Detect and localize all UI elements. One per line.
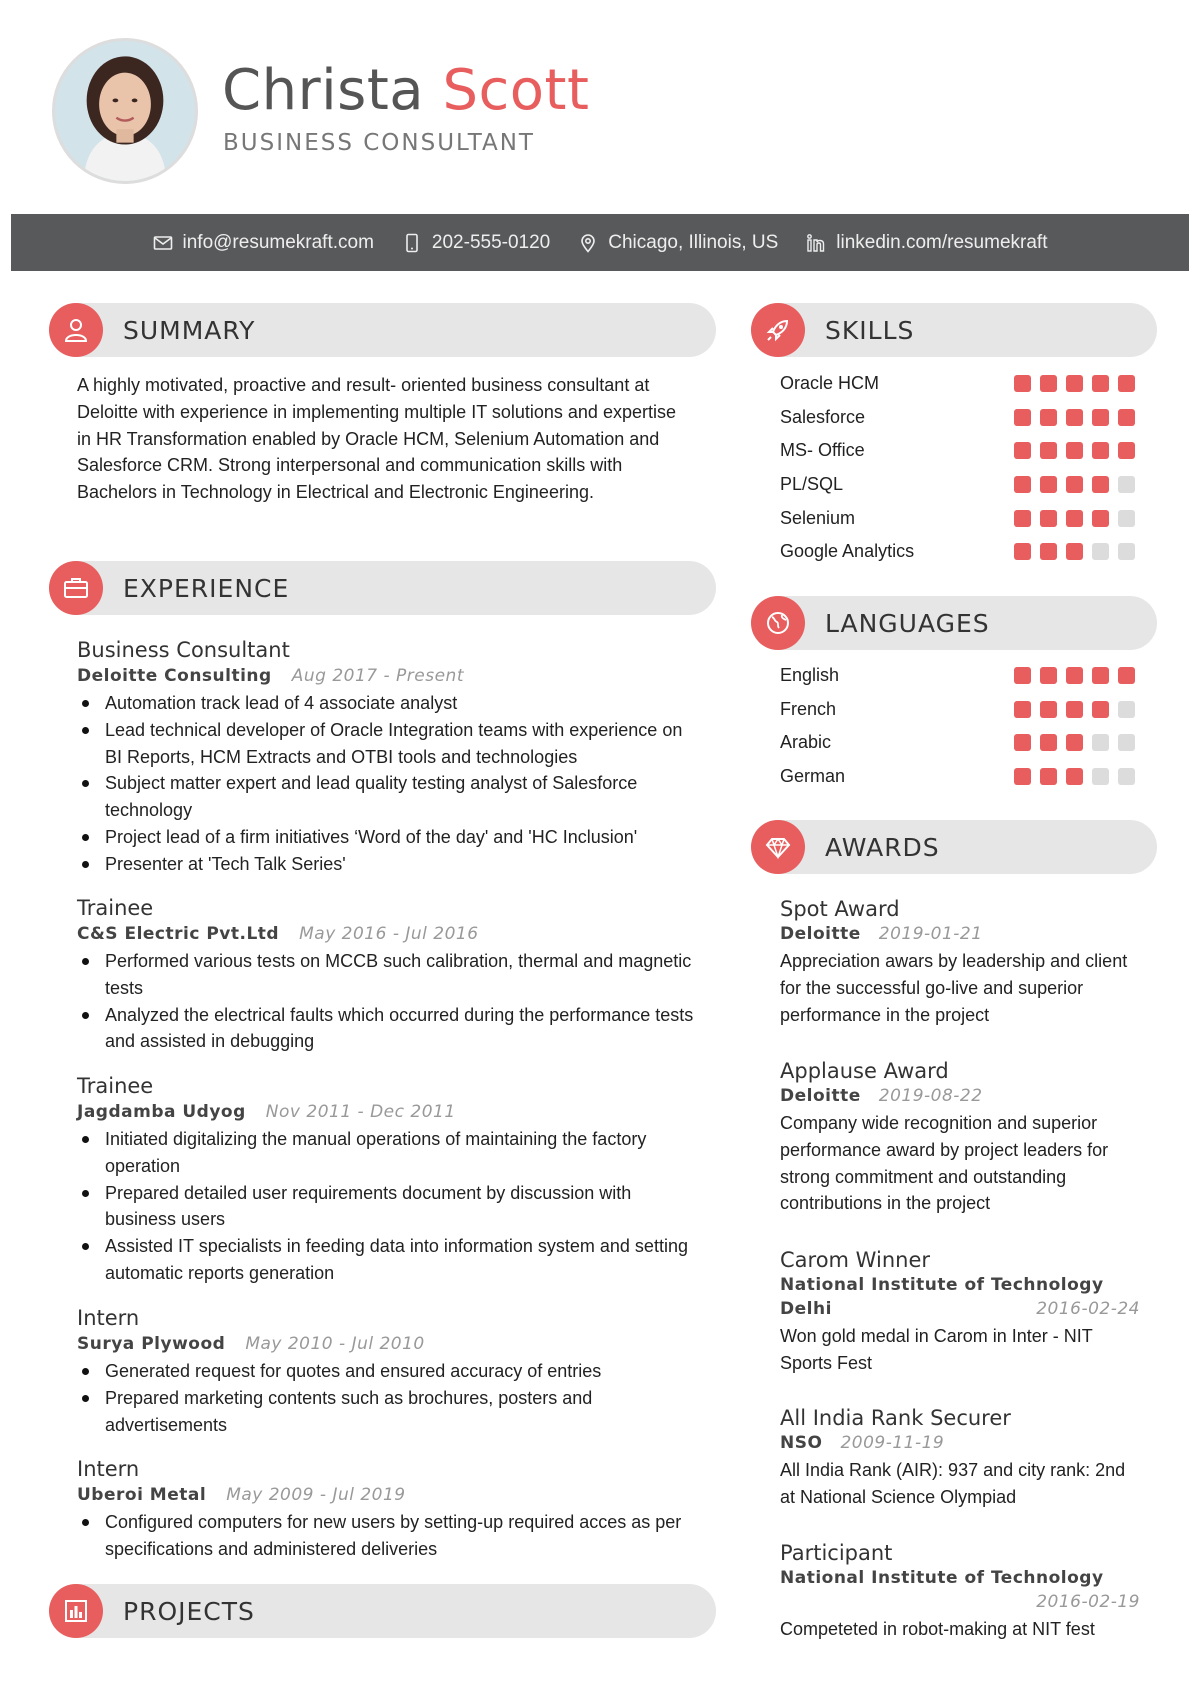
job-bullet: Initiated digitalizing the manual operations of maintaining the factory operation — [77, 1126, 697, 1180]
skill-name: MS- Office — [780, 440, 865, 461]
job-bullet: Automation track lead of 4 associate analyst — [77, 690, 697, 717]
rating-dot-filled — [1040, 701, 1057, 718]
award-org: Deloitte — [780, 1086, 861, 1106]
contact-email-text: info@resumekraft.com — [182, 231, 374, 253]
rating-dot-filled — [1014, 510, 1031, 527]
skill-row — [780, 367, 1135, 401]
user-icon — [49, 303, 103, 357]
rating-dot-filled — [1014, 375, 1031, 392]
skill-rating — [1014, 476, 1135, 493]
briefcase-icon — [49, 561, 103, 615]
award-title: All India Rank Securer — [780, 1406, 1011, 1430]
rating-dot-filled — [1040, 667, 1057, 684]
contact-linkedin-text: linkedin.com/resumekraft — [836, 231, 1048, 253]
language-row — [780, 659, 1135, 693]
award-meta — [780, 1431, 1140, 1455]
job-dates: May 2010 - Jul 2010 — [245, 1334, 425, 1354]
rating-dot-empty — [1118, 510, 1135, 527]
rating-dot-filled — [1066, 768, 1083, 785]
rating-dot-filled — [1118, 409, 1135, 426]
section-header-awards — [751, 820, 1157, 874]
experience-entry — [77, 1073, 697, 1287]
award-org: National Institute of Technology — [780, 1568, 1104, 1588]
skill-name: Oracle HCM — [780, 373, 880, 394]
skills-list — [780, 367, 1135, 569]
skill-row — [780, 535, 1135, 569]
job-bullets — [77, 948, 697, 1055]
rating-dot-filled — [1014, 476, 1031, 493]
award-org-line2: Delhi — [780, 1299, 832, 1319]
language-row — [780, 726, 1135, 760]
language-row — [780, 693, 1135, 727]
job-title: Trainee — [77, 1074, 154, 1098]
award-entry — [780, 1058, 1140, 1217]
award-meta — [780, 922, 1140, 946]
award-description: Competeted in robot-making at NIT fest — [780, 1619, 1095, 1639]
last-name: Scott — [442, 58, 590, 123]
rating-dot-filled — [1092, 701, 1109, 718]
award-meta — [780, 1590, 1140, 1614]
rating-dot-empty — [1118, 476, 1135, 493]
skill-rating — [1014, 375, 1135, 392]
job-meta — [77, 1482, 697, 1508]
award-date: 2016-02-19 — [1036, 1592, 1140, 1612]
section-title-projects: PROJECTS — [123, 1596, 255, 1626]
diamond-icon — [751, 820, 805, 874]
section-header-projects — [49, 1584, 716, 1638]
job-bullets — [77, 1509, 697, 1563]
rating-dot-empty — [1092, 734, 1109, 751]
section-header-summary — [49, 303, 716, 357]
rating-dot-filled — [1092, 476, 1109, 493]
profile-photo-image — [55, 41, 195, 181]
rating-dot-filled — [1066, 543, 1083, 560]
job-bullet: Assisted IT specialists in feeding data into information system and setting automatic reports generation — [77, 1233, 697, 1287]
job-meta — [77, 1099, 697, 1125]
job-bullet: Subject matter expert and lead quality testing analyst of Salesforce technology — [77, 770, 697, 824]
rating-dot-filled — [1066, 734, 1083, 751]
contact-email[interactable] — [153, 232, 374, 254]
skill-name: PL/SQL — [780, 474, 844, 495]
skill-name: Selenium — [780, 507, 856, 528]
skill-rating — [1014, 543, 1135, 560]
skill-row — [780, 468, 1135, 502]
job-bullet: Configured computers for new users by setting-up required acces as per specifications and administered deliveries — [77, 1509, 697, 1563]
rating-dot-empty — [1092, 768, 1109, 785]
contact-phone[interactable] — [402, 232, 550, 254]
section-title-awards: AWARDS — [825, 832, 940, 862]
section-title-languages: LANGUAGES — [825, 608, 990, 638]
experience-entry — [77, 895, 697, 1055]
rating-dot-filled — [1066, 375, 1083, 392]
rating-dot-empty — [1118, 701, 1135, 718]
language-rating — [1014, 768, 1135, 785]
skill-rating — [1014, 409, 1135, 426]
section-title-skills: SKILLS — [825, 315, 915, 345]
rating-dot-filled — [1014, 442, 1031, 459]
award-meta — [780, 1084, 1140, 1108]
job-dates: Nov 2011 - Dec 2011 — [265, 1102, 456, 1122]
award-org: National Institute of Technology — [780, 1275, 1104, 1295]
rocket-icon — [751, 303, 805, 357]
section-header-languages — [751, 596, 1157, 650]
award-entry — [780, 1405, 1140, 1511]
job-dates: May 2009 - Jul 2019 — [226, 1485, 406, 1505]
rating-dot-filled — [1014, 701, 1031, 718]
rating-dot-filled — [1066, 667, 1083, 684]
job-org: C&S Electric Pvt.Ltd — [77, 924, 280, 944]
job-bullet: Lead technical developer of Oracle Integration teams with experience on BI Reports, HCM Extracts and OTBI tools and technologies — [77, 717, 697, 771]
job-title: Business Consultant — [77, 638, 290, 662]
job-title: Intern — [77, 1306, 140, 1330]
skill-row — [780, 434, 1135, 468]
rating-dot-filled — [1014, 543, 1031, 560]
language-name: German — [780, 766, 846, 787]
job-meta — [77, 921, 697, 947]
rating-dot-filled — [1040, 442, 1057, 459]
contact-phone-text: 202-555-0120 — [431, 231, 551, 253]
rating-dot-filled — [1066, 510, 1083, 527]
job-meta — [77, 1331, 697, 1357]
rating-dot-filled — [1014, 734, 1031, 751]
award-meta — [780, 1566, 1140, 1590]
rating-dot-filled — [1040, 768, 1057, 785]
award-entry — [780, 1540, 1140, 1643]
award-date: 2016-02-24 — [1036, 1299, 1140, 1319]
rating-dot-filled — [1014, 409, 1031, 426]
award-date: 2009-11-19 — [840, 1433, 945, 1453]
mobile-phone-icon — [402, 233, 422, 253]
envelope-icon — [153, 233, 173, 253]
award-org: NSO — [780, 1433, 823, 1453]
job-dates: May 2016 - Jul 2016 — [299, 924, 479, 944]
rating-dot-filled — [1118, 667, 1135, 684]
rating-dot-filled — [1040, 409, 1057, 426]
award-date: 2019-08-22 — [878, 1086, 983, 1106]
job-org: Uberoi Metal — [77, 1485, 207, 1505]
rating-dot-filled — [1040, 543, 1057, 560]
job-bullet: Prepared marketing contents such as brochures, posters and advertisements — [77, 1385, 697, 1439]
rating-dot-filled — [1066, 701, 1083, 718]
rating-dot-filled — [1040, 734, 1057, 751]
language-rating — [1014, 734, 1135, 751]
language-rating — [1014, 667, 1135, 684]
contact-bar — [11, 214, 1189, 271]
contact-location-text: Chicago, Illinois, US — [608, 231, 779, 253]
section-title-summary: SUMMARY — [123, 315, 256, 345]
rating-dot-empty — [1092, 543, 1109, 560]
language-name: Arabic — [780, 732, 832, 753]
award-org: Deloitte — [780, 924, 861, 944]
skill-name: Salesforce — [780, 406, 866, 427]
award-description: Won gold medal in Carom in Inter - NIT Sports Fest — [780, 1326, 1093, 1373]
award-entry — [780, 1247, 1140, 1377]
award-title: Spot Award — [780, 897, 900, 921]
job-bullet: Analyzed the electrical faults which occurred during the performance tests and assisted in debugging — [77, 1002, 697, 1056]
rating-dot-filled — [1092, 409, 1109, 426]
award-description: Appreciation awars by leadership and client for the successful go-live and superior performance in the project — [780, 951, 1128, 1025]
award-title: Carom Winner — [780, 1248, 930, 1272]
rating-dot-filled — [1118, 375, 1135, 392]
experience-entry — [77, 1456, 697, 1563]
job-role: BUSINESS CONSULTANT — [223, 130, 535, 156]
job-bullet: Presenter at 'Tech Talk Series' — [77, 851, 697, 878]
rating-dot-filled — [1066, 442, 1083, 459]
rating-dot-filled — [1066, 409, 1083, 426]
job-bullet: Generated request for quotes and ensured accuracy of entries — [77, 1358, 697, 1385]
candidate-name — [222, 58, 589, 124]
job-bullet: Project lead of a firm initiatives ‘Word of the day' and 'HC Inclusion' — [77, 824, 697, 851]
rating-dot-filled — [1014, 667, 1031, 684]
award-description: Company wide recognition and superior performance award by project leaders for strong commitment and outstanding contributions in the project — [780, 1113, 1109, 1214]
skill-row — [780, 401, 1135, 435]
award-date: 2019-01-21 — [878, 924, 983, 944]
award-meta — [780, 1297, 1140, 1321]
globe-icon — [751, 596, 805, 650]
language-name: French — [780, 698, 837, 719]
award-title: Applause Award — [780, 1059, 949, 1083]
summary-text: A highly motivated, proactive and result- oriented business consultant at Deloitte with experience in implementing multiple IT solutions and expertise in HR Transformation enabled by Oracle HCM, Selenium Automation and Salesforce CRM. Strong interpersonal and communication skills with Bachelors in Technology in Electrical and Electronic Engineering. — [77, 375, 676, 503]
rating-dot-filled — [1014, 768, 1031, 785]
job-org: Deloitte Consulting — [77, 666, 272, 686]
rating-dot-filled — [1092, 375, 1109, 392]
languages-list — [780, 659, 1135, 793]
job-bullet: Prepared detailed user requirements document by discussion with business users — [77, 1180, 697, 1234]
contact-linkedin[interactable] — [806, 232, 1047, 254]
award-meta — [780, 1273, 1140, 1297]
first-name: Christa — [222, 58, 425, 123]
skill-rating — [1014, 510, 1135, 527]
contact-location[interactable] — [578, 232, 778, 254]
award-entry — [780, 896, 1140, 1028]
rating-dot-filled — [1066, 476, 1083, 493]
rating-dot-filled — [1040, 476, 1057, 493]
award-title: Participant — [780, 1541, 893, 1565]
rating-dot-empty — [1118, 543, 1135, 560]
award-description: All India Rank (AIR): 937 and city rank: 2nd at National Science Olympiad — [780, 1460, 1126, 1507]
job-bullets — [77, 1126, 697, 1287]
map-pin-icon — [578, 233, 598, 253]
skill-row — [780, 501, 1135, 535]
section-header-skills — [751, 303, 1157, 357]
rating-dot-filled — [1092, 510, 1109, 527]
linkedin-icon — [806, 233, 826, 253]
rating-dot-filled — [1118, 442, 1135, 459]
language-rating — [1014, 701, 1135, 718]
job-meta — [77, 663, 697, 689]
experience-entry — [77, 637, 697, 878]
job-dates: Aug 2017 - Present — [291, 666, 464, 686]
rating-dot-filled — [1040, 510, 1057, 527]
job-org: Surya Plywood — [77, 1334, 226, 1354]
skill-rating — [1014, 442, 1135, 459]
section-header-experience — [49, 561, 716, 615]
bar-chart-icon — [49, 1584, 103, 1638]
rating-dot-filled — [1092, 442, 1109, 459]
language-row — [780, 760, 1135, 794]
job-title: Intern — [77, 1457, 140, 1481]
section-title-experience: EXPERIENCE — [123, 573, 290, 603]
job-title: Trainee — [77, 896, 154, 920]
rating-dot-filled — [1092, 667, 1109, 684]
profile-photo — [52, 38, 198, 184]
rating-dot-empty — [1118, 768, 1135, 785]
rating-dot-empty — [1118, 734, 1135, 751]
rating-dot-filled — [1040, 375, 1057, 392]
job-bullet: Performed various tests on MCCB such calibration, thermal and magnetic tests — [77, 948, 697, 1002]
skill-name: Google Analytics — [780, 541, 915, 562]
experience-entry — [77, 1305, 697, 1438]
job-bullets — [77, 1358, 697, 1438]
language-name: English — [780, 665, 840, 686]
job-org: Jagdamba Udyog — [77, 1102, 246, 1122]
job-bullets — [77, 690, 697, 878]
